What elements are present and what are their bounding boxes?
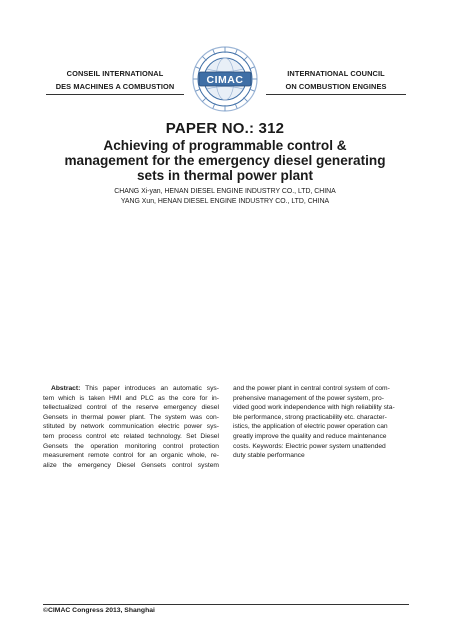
header-right-line1: INTERNATIONAL COUNCIL bbox=[287, 69, 385, 78]
header-left-line1: CONSEIL INTERNATIONAL bbox=[66, 69, 164, 78]
abstract-line: Gensets the operation monitoring control protection bbox=[43, 442, 219, 450]
authors bbox=[0, 187, 450, 206]
abstract-line: measurement remote control for an organic whole, re- bbox=[43, 452, 219, 460]
abstract-line: and the power plant in central control system of com- bbox=[233, 385, 390, 392]
abstract-label: Abstract: bbox=[51, 385, 81, 392]
abstract-line bbox=[43, 384, 219, 394]
abstract-line: tem which is taken HMI and PLC as the core for in- bbox=[43, 394, 219, 402]
abstract-line: alize the emergency Diesel Gensets control system bbox=[43, 461, 219, 469]
paper-number: PAPER NO.: 312 bbox=[165, 120, 285, 137]
header-left-rule bbox=[46, 94, 184, 95]
abstract-column-right bbox=[233, 384, 409, 461]
abstract-line: stituted by network communication electric power sys- bbox=[43, 423, 219, 431]
abstract-text: This paper introduces an automatic sys- bbox=[85, 385, 219, 392]
header-right-rule bbox=[266, 94, 406, 95]
footer-copyright: ©CIMAC Congress 2013, Shanghai bbox=[43, 607, 155, 614]
header-right-block bbox=[266, 68, 406, 93]
abstract-line: costs. Keywords: Electric power system unattended bbox=[233, 442, 386, 450]
header-left-block bbox=[46, 68, 184, 93]
cimac-logo bbox=[190, 44, 260, 114]
paper-title bbox=[20, 138, 430, 184]
title-line: sets in thermal power plant bbox=[136, 168, 313, 184]
abstract-line: greatly improve the quality and reduce maintenance bbox=[233, 432, 387, 440]
abstract-line: tem process control etc related technology. Set Diesel bbox=[43, 432, 219, 440]
abstract-line: Gensets in thermal power plant. The system was con- bbox=[43, 413, 219, 421]
abstract-line: istics, the application of electric power operation can bbox=[233, 423, 388, 431]
header-right-line2: ON COMBUSTION ENGINES bbox=[285, 81, 387, 91]
header-left-line2: DES MACHINES A COMBUSTION bbox=[55, 81, 175, 91]
abstract-line: prehensive management of the power system, pro- bbox=[233, 394, 384, 402]
author-line: CHANG Xi-yan, HENAN DIESEL ENGINE INDUSTRY CO., LTD, CHINA bbox=[114, 188, 336, 195]
title-line: Achieving of programmable control & bbox=[103, 138, 347, 153]
author-line: YANG Xun, HENAN DIESEL ENGINE INDUSTRY CO., LTD, CHINA bbox=[120, 197, 330, 205]
abstract-line: vided good work independence with high reliability sta- bbox=[233, 404, 395, 412]
abstract-column-left bbox=[43, 384, 219, 470]
footer-rule bbox=[43, 604, 409, 605]
title-line: management for the emergency diesel generating bbox=[64, 153, 386, 169]
abstract-line: duty stable performance bbox=[233, 452, 305, 460]
abstract-line: ble performance, strong practicability etc. character- bbox=[233, 413, 387, 421]
abstract-line: tellectualized control of the reserve emergency diesel bbox=[43, 404, 219, 412]
cimac-logo-wordmark: CIMAC bbox=[206, 74, 244, 86]
